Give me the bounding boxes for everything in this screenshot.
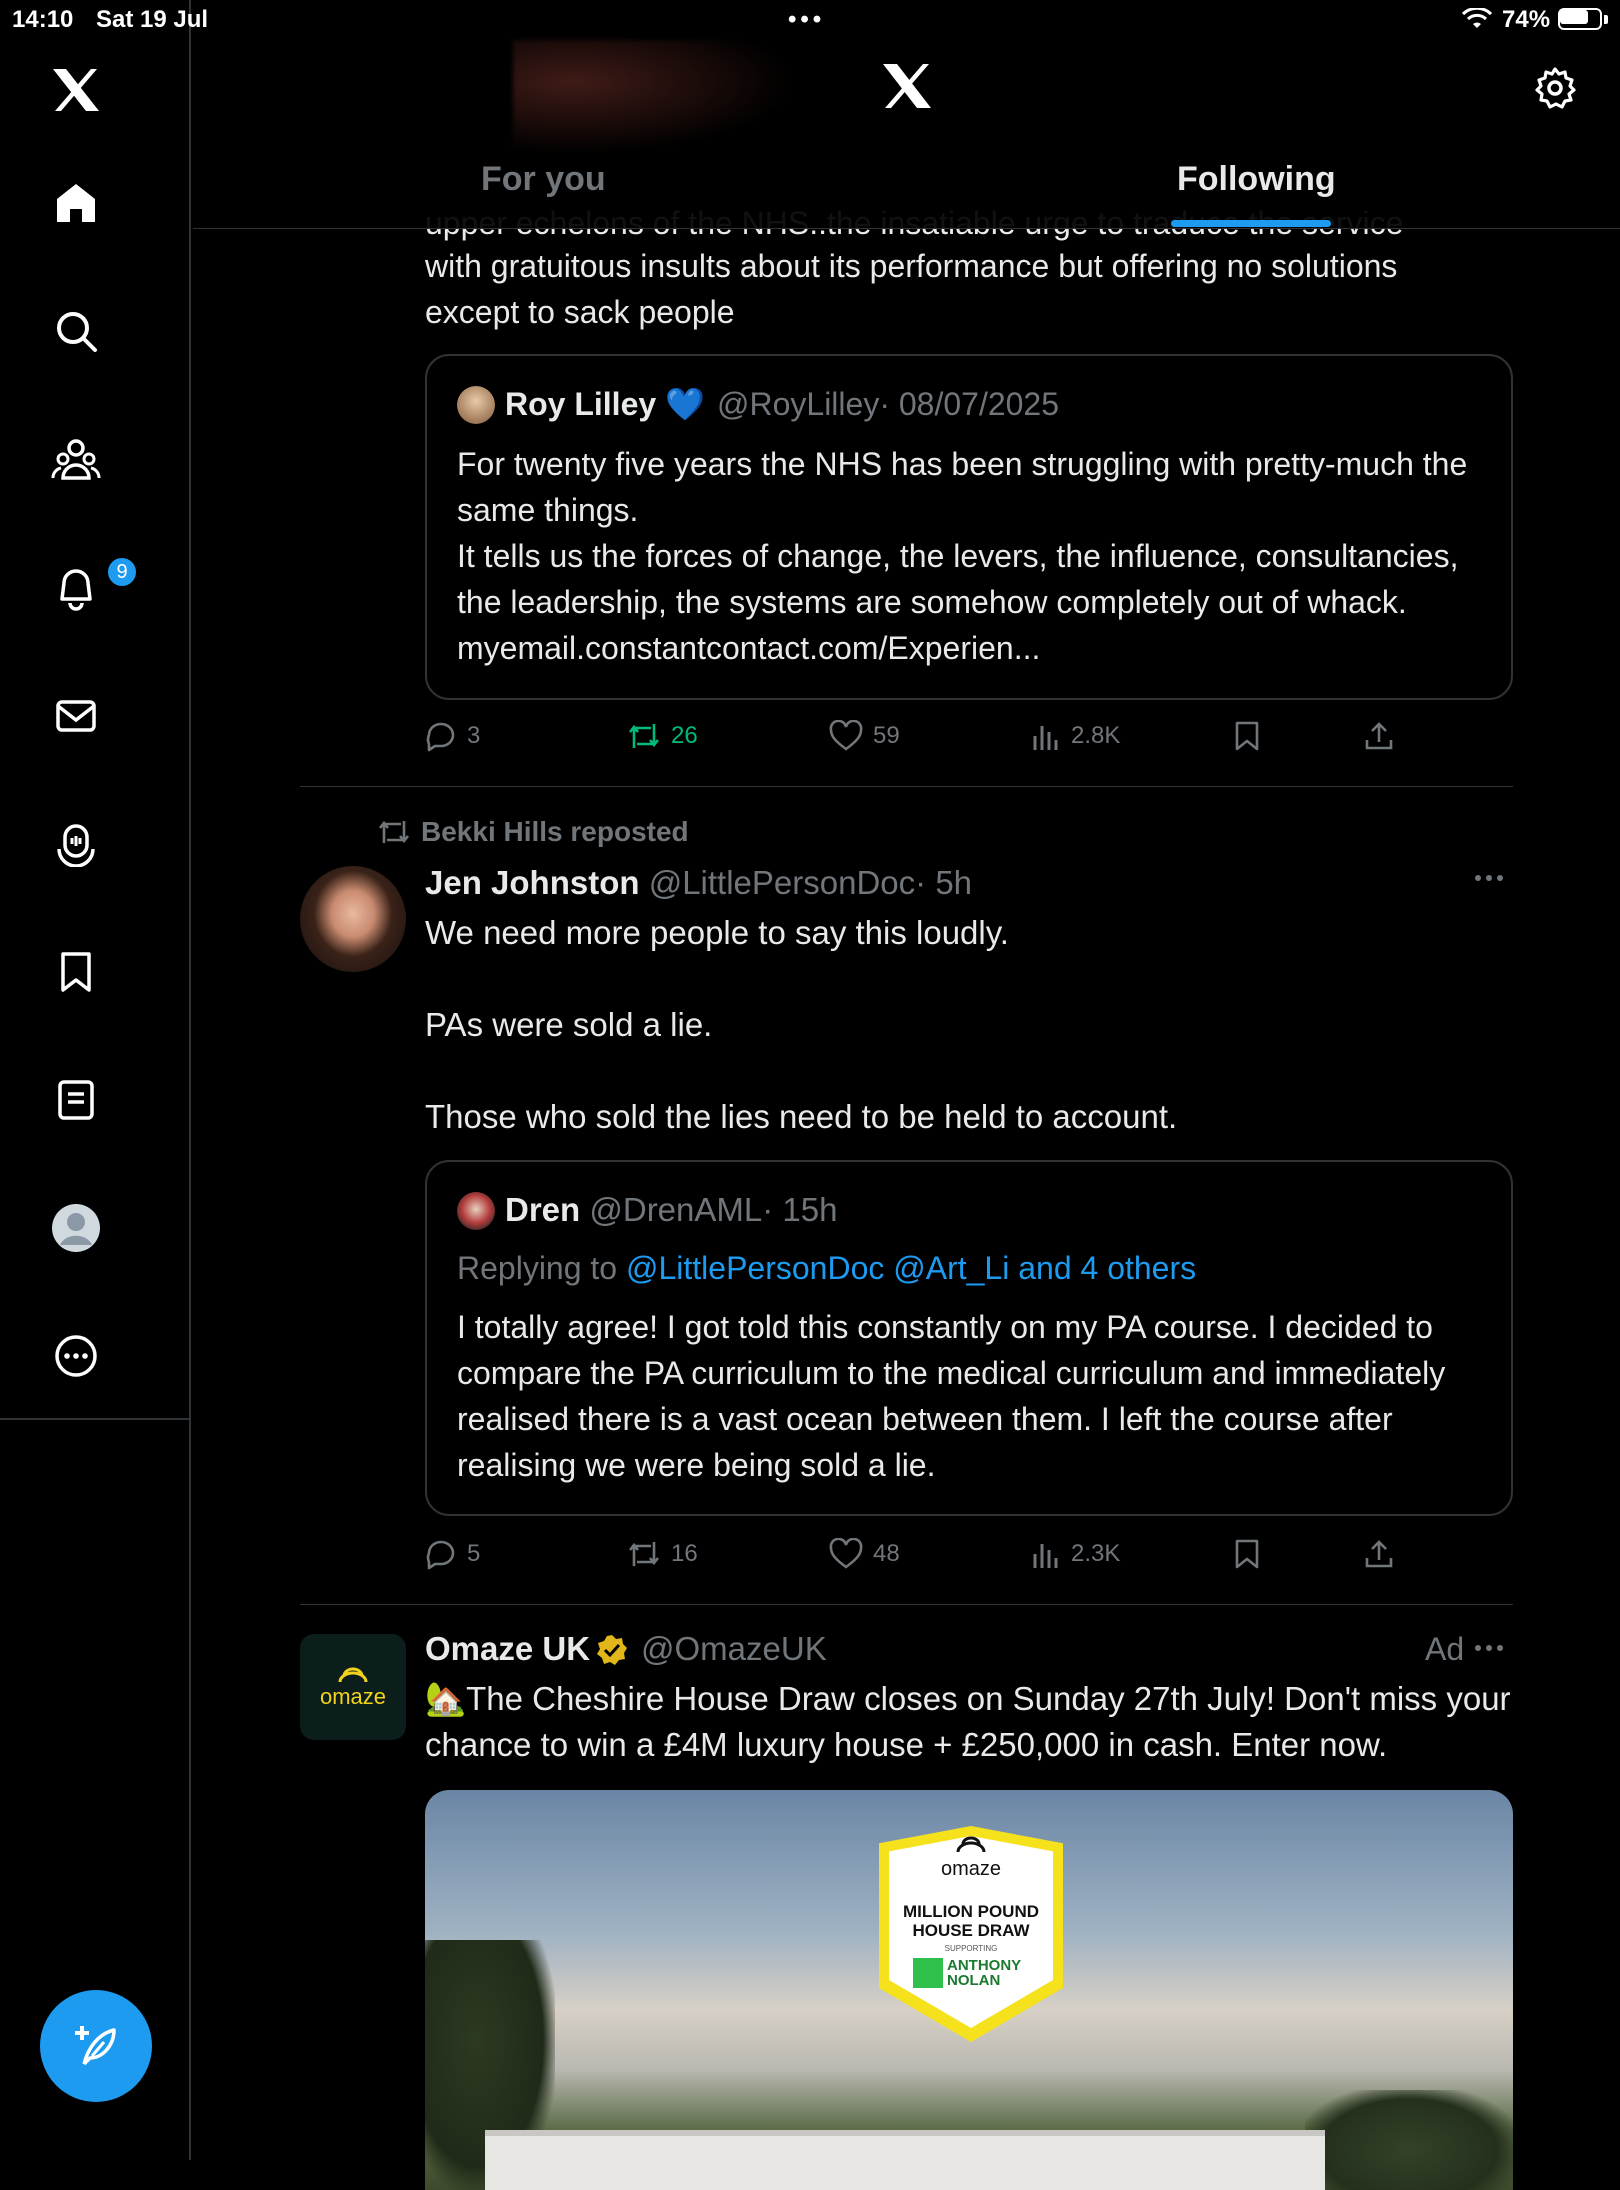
heart-icon <box>829 1538 863 1570</box>
post-text-line: except to sack people <box>425 294 735 330</box>
share-button[interactable] <box>1363 720 1395 752</box>
notifications-badge: 9 <box>106 556 138 588</box>
quoted-post[interactable] <box>425 1160 1513 1516</box>
quote-author-line[interactable] <box>505 1187 837 1233</box>
communities-icon[interactable] <box>36 420 116 500</box>
battery-level <box>1560 10 1588 24</box>
post-more-menu[interactable] <box>1473 1638 1505 1658</box>
home-icon[interactable] <box>36 163 116 243</box>
grok-icon[interactable] <box>36 804 116 884</box>
views-chart-icon <box>1031 720 1061 752</box>
post-author-handle: @LittlePersonDoc <box>648 864 916 901</box>
views-chart-icon <box>1031 1538 1061 1570</box>
replying-to-users[interactable]: @LittlePersonDoc @Art_Li and 4 others <box>625 1250 1197 1286</box>
post-author-line[interactable] <box>425 1626 590 1672</box>
more-dots-icon <box>1473 868 1505 888</box>
bookmark-button[interactable] <box>1233 720 1261 752</box>
reply-count: 5 <box>467 1540 481 1567</box>
repost-count: 26 <box>671 722 698 749</box>
reposted-by-text: Bekki Hills reposted <box>421 816 689 847</box>
omaze-avatar-text: omaze <box>319 1684 387 1709</box>
more-options-icon[interactable] <box>36 1316 116 1396</box>
ad-badge-supporting: SUPPORTING <box>944 1944 998 1953</box>
bookmarks-icon[interactable] <box>36 932 116 1012</box>
multitasking-dots-icon[interactable]: ••• <box>788 6 826 33</box>
more-dots-icon <box>1473 1638 1505 1658</box>
tab-following[interactable]: Following <box>1177 160 1336 198</box>
like-count: 48 <box>873 1540 900 1567</box>
post-author-name: Jen Johnston <box>425 864 640 901</box>
bookmark-icon <box>1233 720 1261 752</box>
like-count: 59 <box>873 722 900 749</box>
post-more-menu[interactable] <box>1473 868 1505 888</box>
header-blur-background <box>513 40 813 160</box>
status-bar <box>0 0 1620 40</box>
verified-gold-badge-icon <box>595 1633 629 1667</box>
post-author-line[interactable] <box>425 860 972 906</box>
ad-image[interactable] <box>425 1790 1513 2190</box>
reply-button[interactable] <box>425 720 480 752</box>
anthony-nolan-logo-icon <box>913 1958 943 1988</box>
post-author-avatar[interactable] <box>300 866 406 972</box>
repost-icon <box>627 720 661 752</box>
ad-image-tree <box>1305 2090 1513 2190</box>
x-logo-icon[interactable] <box>36 50 116 130</box>
quote-author-handle: @DrenAML <box>589 1191 763 1228</box>
views-button[interactable] <box>1031 720 1120 752</box>
status-date: Sat 19 Jul <box>96 6 209 33</box>
quote-author-avatar[interactable] <box>457 1192 495 1230</box>
bookmark-button[interactable] <box>1233 1538 1261 1570</box>
reply-button[interactable] <box>425 1538 480 1570</box>
post-author-name: Omaze UK <box>425 1630 591 1667</box>
repost-button[interactable] <box>627 1538 698 1570</box>
timeline-feed <box>193 0 1620 2160</box>
quote-handle-text: @RoyLilley <box>717 386 880 422</box>
repost-icon <box>627 1538 661 1570</box>
search-icon[interactable] <box>36 291 116 371</box>
lists-icon[interactable] <box>36 1060 116 1140</box>
blue-heart-emoji: 💙 <box>665 386 705 422</box>
post-divider <box>300 786 1513 787</box>
omaze-avatar[interactable] <box>300 1634 406 1740</box>
battery-percentage: 74% <box>1502 6 1551 33</box>
battery-nub <box>1604 15 1608 24</box>
sidebar-nav <box>0 0 191 1420</box>
tab-for-you[interactable]: For you <box>481 160 606 198</box>
quoted-post[interactable] <box>425 354 1513 700</box>
tab-active-indicator <box>1171 220 1331 227</box>
ad-badge-brand: omaze <box>940 1858 1002 1880</box>
quote-author-handle[interactable] <box>717 381 1059 427</box>
post-body: We need more people to say this loudly. PAs were sold a lie. Those who sold the lies need to be held to account. <box>425 914 1178 1135</box>
notifications-bell-icon[interactable] <box>36 548 116 628</box>
settings-gear-icon[interactable] <box>1533 66 1577 110</box>
views-count: 2.3K <box>1071 1540 1121 1567</box>
like-button[interactable] <box>829 1538 900 1570</box>
messages-icon[interactable] <box>36 676 116 756</box>
quote-body: I totally agree! I got told this constantly on my PA course. I decided to compare the PA curriculum to the medical curriculum and immediately realised there is a vast ocean between them. I left the course after realising we were being sold a lie. <box>457 1309 1455 1483</box>
heart-icon <box>829 720 863 752</box>
repost-context[interactable] <box>377 816 689 848</box>
replying-to-line <box>457 1245 1196 1291</box>
share-icon <box>1363 1538 1395 1570</box>
views-count: 2.8K <box>1071 722 1121 749</box>
x-header-logo-icon[interactable] <box>881 62 933 110</box>
quote-author-avatar[interactable] <box>457 386 495 424</box>
wifi-icon <box>1462 8 1492 30</box>
views-button[interactable] <box>1031 1538 1120 1570</box>
quote-author-name[interactable] <box>505 381 705 427</box>
ad-badge-title-2: HOUSE DRAW <box>912 1921 1030 1940</box>
bookmark-icon <box>1233 1538 1261 1570</box>
quote-date: · 08/07/2025 <box>879 386 1060 422</box>
ad-badge-title-1: MILLION POUND <box>903 1902 1039 1921</box>
post-author-handle[interactable]: @OmazeUK <box>641 1630 827 1667</box>
status-time: 14:10 <box>12 6 74 33</box>
repost-context-icon <box>377 817 411 847</box>
ad-badge-charity-2: NOLAN <box>947 1972 1001 1989</box>
quote-body: For twenty five years the NHS has been struggling with pretty-much the same things. It tells us the forces of change, the levers, the influence, consultancies, the leadership, the systems are somehow completely out of whack. myemail.constantcontact.com/Experien... <box>457 446 1468 666</box>
like-button[interactable] <box>829 720 900 752</box>
omaze-badge-logo-icon <box>951 1834 991 1856</box>
post-time: · 5h <box>915 864 973 901</box>
post-text-line: with gratuitous insults about its performance but offering no solutions <box>425 248 1398 284</box>
profile-avatar-icon[interactable] <box>36 1188 116 1268</box>
replying-to-prefix: Replying to <box>457 1250 626 1286</box>
quote-time: · 15h <box>762 1191 838 1228</box>
ad-badge-charity-1: ANTHONY <box>947 1957 1022 1974</box>
ad-image-house-roof <box>485 2130 1325 2190</box>
post-body: 🏡The Cheshire House Draw closes on Sunday 27th July! Don't miss your chance to win a £4M luxury house + £250,000 in cash. Enter now. <box>425 1680 1520 1763</box>
compose-post-button[interactable] <box>40 1990 152 2102</box>
share-icon <box>1363 720 1395 752</box>
repost-count: 16 <box>671 1540 698 1567</box>
quote-author-name: Dren <box>505 1191 581 1228</box>
share-button[interactable] <box>1363 1538 1395 1570</box>
quote-author-name-text: Roy Lilley <box>505 386 657 422</box>
reply-icon <box>425 720 457 752</box>
reply-count: 3 <box>467 722 481 749</box>
ad-label: Ad <box>1425 1631 1465 1667</box>
repost-button[interactable] <box>627 720 698 752</box>
post-divider <box>300 1604 1513 1605</box>
reply-icon <box>425 1538 457 1570</box>
